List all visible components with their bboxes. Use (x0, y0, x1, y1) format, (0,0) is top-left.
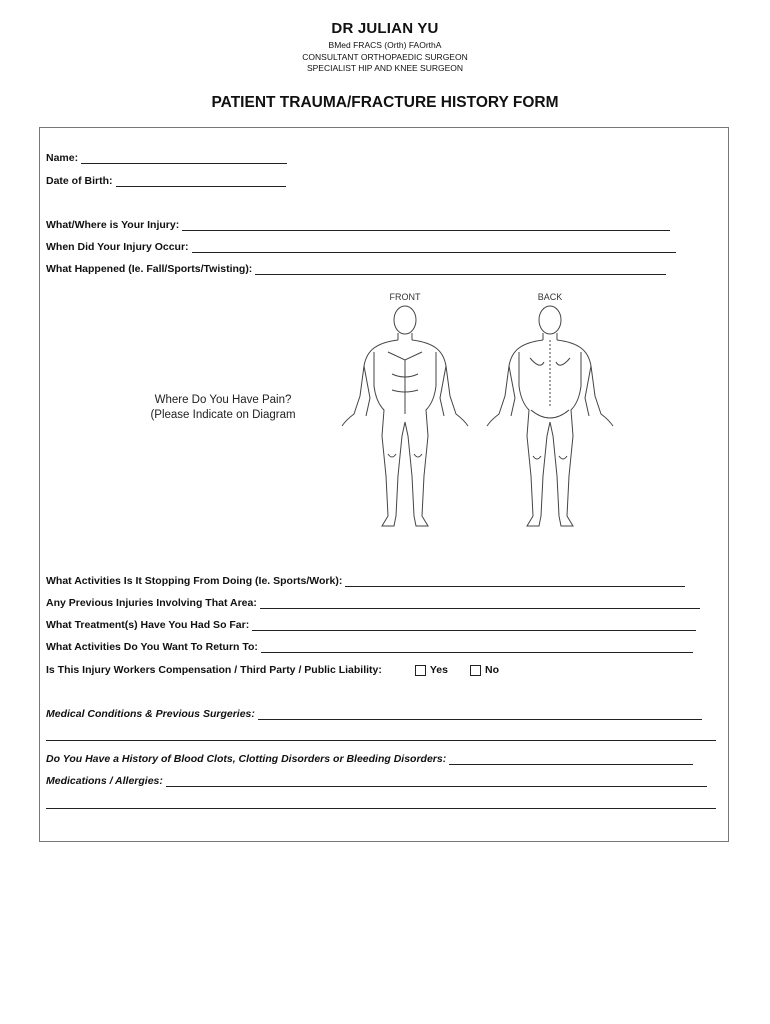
previous-injuries-field[interactable] (260, 598, 700, 609)
return-activities-row (46, 639, 693, 653)
injury-date-field[interactable] (192, 242, 676, 253)
compensation-options (415, 664, 521, 676)
blood-clots-row (46, 751, 693, 765)
treatments-row (46, 617, 696, 631)
medications-continuation-line[interactable] (46, 808, 716, 809)
treatments-label: What Treatment(s) Have You Had So Far: (46, 619, 250, 631)
injury-date-label: When Did Your Injury Occur: (46, 241, 189, 253)
name-row (46, 150, 287, 164)
injury-location-label: What/Where is Your Injury: (46, 219, 180, 231)
name-field[interactable] (81, 153, 287, 164)
compensation-label: Is This Injury Workers Compensation / Third Party / Public Liability: (46, 664, 382, 676)
previous-injuries-row (46, 595, 700, 609)
dob-row (46, 173, 286, 187)
front-label: FRONT (389, 292, 421, 302)
medical-conditions-continuation-line[interactable] (46, 740, 716, 741)
credentials-block (0, 40, 770, 75)
no-checkbox[interactable] (470, 665, 481, 676)
medical-conditions-row (46, 706, 702, 720)
return-activities-label: What Activities Do You Want To Return To: (46, 641, 258, 653)
activities-stopping-field[interactable] (345, 576, 685, 587)
activities-stopping-row (46, 573, 685, 587)
medications-field[interactable] (166, 776, 707, 787)
front-body-outline (342, 306, 468, 526)
injury-location-field[interactable] (182, 220, 670, 231)
back-body-outline (487, 306, 613, 526)
letterhead (0, 20, 770, 75)
pain-prompt-line-2: (Please Indicate on Diagram (150, 409, 296, 421)
credentials: BMed FRACS (Orth) FAOrthA (328, 40, 442, 50)
activities-stopping-label: What Activities Is It Stopping From Doing (Ie. Sports/Work): (46, 575, 343, 587)
body-diagram[interactable] (330, 286, 630, 536)
specialty: SPECIALIST HIP AND KNEE SURGEON (306, 63, 464, 73)
what-happened-label: What Happened (Ie. Fall/Sports/Twisting): (46, 263, 253, 275)
no-option[interactable] (470, 664, 499, 676)
pain-prompt-line-1: Where Do You Have Pain? (154, 394, 292, 406)
return-activities-field[interactable] (261, 642, 693, 653)
blood-clots-label: Do You Have a History of Blood Clots, Clotting Disorders or Bleeding Disorders: (46, 753, 447, 765)
previous-injuries-label: Any Previous Injuries Involving That Area: (46, 597, 257, 609)
back-label: BACK (537, 292, 563, 302)
dob-label: Date of Birth: (46, 175, 113, 187)
blood-clots-field[interactable] (449, 754, 693, 765)
what-happened-field[interactable] (255, 264, 666, 275)
what-happened-row (46, 261, 666, 275)
medical-conditions-label: Medical Conditions & Previous Surgeries: (46, 708, 255, 720)
compensation-row (46, 662, 521, 676)
doctor-name: DR JULIAN YU (331, 20, 439, 37)
pain-prompt (128, 393, 318, 423)
medical-conditions-field[interactable] (258, 709, 702, 720)
treatments-field[interactable] (252, 620, 696, 631)
medications-row (46, 773, 707, 787)
yes-option[interactable] (415, 664, 448, 676)
injury-location-row (46, 217, 670, 231)
name-label: Name: (46, 152, 79, 164)
yes-label: Yes (429, 664, 448, 676)
dob-field[interactable] (116, 176, 286, 187)
injury-date-row (46, 239, 676, 253)
role: CONSULTANT ORTHOPAEDIC SURGEON (302, 51, 468, 62)
form-title: PATIENT TRAUMA/FRACTURE HISTORY FORM (211, 94, 559, 111)
no-label: No (484, 664, 499, 676)
yes-checkbox[interactable] (415, 665, 426, 676)
medications-label: Medications / Allergies: (46, 775, 163, 787)
